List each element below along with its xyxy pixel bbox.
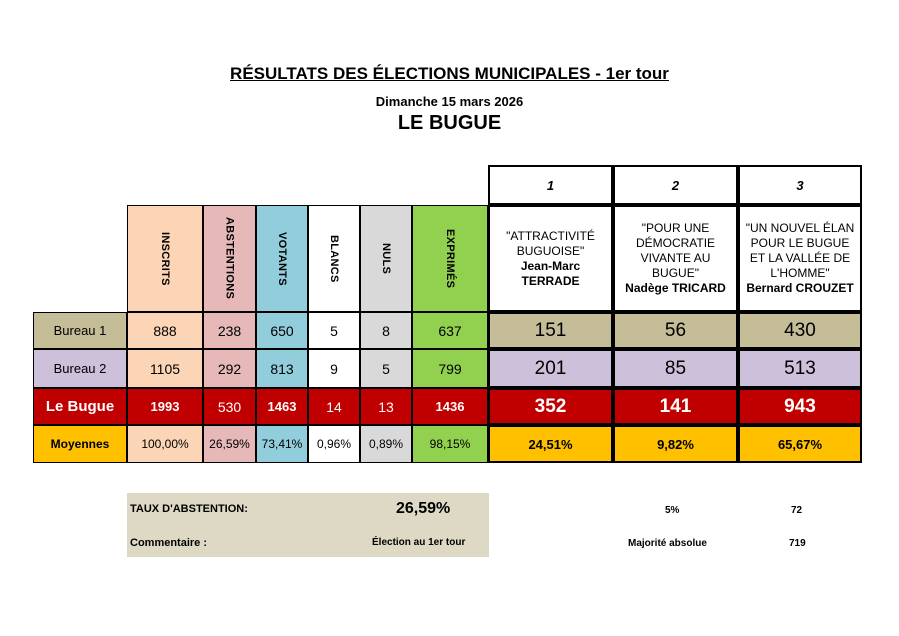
result-cell: 513	[738, 349, 862, 388]
table-cell: 637	[412, 312, 488, 349]
result-cell: 141	[613, 388, 738, 425]
result-cell: 65,67%	[738, 425, 862, 463]
table-cell: 530	[203, 388, 256, 425]
election-date: Dimanche 15 mars 2026	[375, 94, 524, 109]
table-cell: 5	[360, 349, 412, 388]
result-cell: 56	[613, 312, 738, 349]
column-header-label: NULS	[380, 242, 392, 275]
table-cell: 1993	[127, 388, 203, 425]
table-cell: 5	[308, 312, 360, 349]
commune-name: LE BUGUE	[397, 112, 502, 134]
comment-label: Commentaire :	[130, 537, 208, 549]
table-cell: 14	[308, 388, 360, 425]
column-header	[412, 205, 488, 312]
table-cell: 888	[127, 312, 203, 349]
table-cell: 8	[360, 312, 412, 349]
candidate-name: Bernard CROUZET	[746, 281, 854, 295]
majority-votes: 719	[789, 538, 806, 549]
result-cell: 201	[488, 349, 613, 388]
result-cell: 943	[738, 388, 862, 425]
table-cell: 98,15%	[412, 425, 488, 463]
result-cell: 151	[488, 312, 613, 349]
column-header	[203, 205, 256, 312]
comment-value: Élection au 1er tour	[372, 537, 466, 548]
table-cell: 26,59%	[203, 425, 256, 463]
result-cell: 85	[613, 349, 738, 388]
table-cell: 292	[203, 349, 256, 388]
table-cell: 73,41%	[256, 425, 308, 463]
row-label: Le Bugue	[33, 388, 127, 425]
table-cell: 0,89%	[360, 425, 412, 463]
candidate-header	[613, 205, 738, 312]
result-cell: 430	[738, 312, 862, 349]
row-label: Bureau 1	[33, 312, 127, 349]
column-header	[360, 205, 412, 312]
candidate-name: Nadège TRICARD	[625, 281, 726, 295]
table-cell: 1463	[256, 388, 308, 425]
column-header	[308, 205, 360, 312]
row-label: Moyennes	[33, 425, 127, 463]
table-cell: 100,00%	[127, 425, 203, 463]
candidate-number: 1	[488, 165, 613, 205]
column-header-label: BLANCS	[328, 234, 340, 283]
table-cell: 1436	[412, 388, 488, 425]
candidate-number: 3	[738, 165, 862, 205]
result-cell: 24,51%	[488, 425, 613, 463]
column-header-label: ABSTENTIONS	[223, 217, 236, 300]
table-cell: 1105	[127, 349, 203, 388]
row-label: Bureau 2	[33, 349, 127, 388]
abstention-rate-value: 26,59%	[396, 500, 451, 517]
candidate-number: 2	[613, 165, 738, 205]
threshold-percent: 5%	[665, 505, 680, 516]
table-cell: 799	[412, 349, 488, 388]
column-header	[256, 205, 308, 312]
candidate-list-name: "UN NOUVEL ÉLAN POUR LE BUGUE ET LA VALLÉE DE L'HOMME"	[745, 221, 855, 280]
table-cell: 9	[308, 349, 360, 388]
candidate-list-name: "POUR UNE DÉMOCRATIE VIVANTE AU BUGUE"	[635, 221, 716, 280]
page-title: RÉSULTATS DES ÉLECTIONS MUNICIPALES - 1er tour	[230, 64, 669, 83]
result-cell: 352	[488, 388, 613, 425]
candidate-header	[488, 205, 613, 312]
candidate-list-name: "ATTRACTIVITÉ BUGUOISE"	[506, 228, 595, 258]
result-cell: 9,82%	[613, 425, 738, 463]
table-cell: 813	[256, 349, 308, 388]
column-header-label: VOTANTS	[276, 231, 288, 286]
table-cell: 13	[360, 388, 412, 425]
column-header-label: INSCRITS	[159, 231, 171, 286]
table-cell: 238	[203, 312, 256, 349]
candidate-header	[738, 205, 862, 312]
column-header-label: EXPRIMÉS	[444, 228, 456, 289]
column-header	[127, 205, 203, 312]
threshold-votes: 72	[791, 505, 803, 516]
candidate-name: Jean-Marc TERRADE	[520, 258, 581, 288]
table-cell: 650	[256, 312, 308, 349]
majority-label: Majorité absolue	[628, 538, 707, 549]
table-cell: 0,96%	[308, 425, 360, 463]
abstention-rate-label: TAUX D'ABSTENTION:	[130, 503, 248, 515]
